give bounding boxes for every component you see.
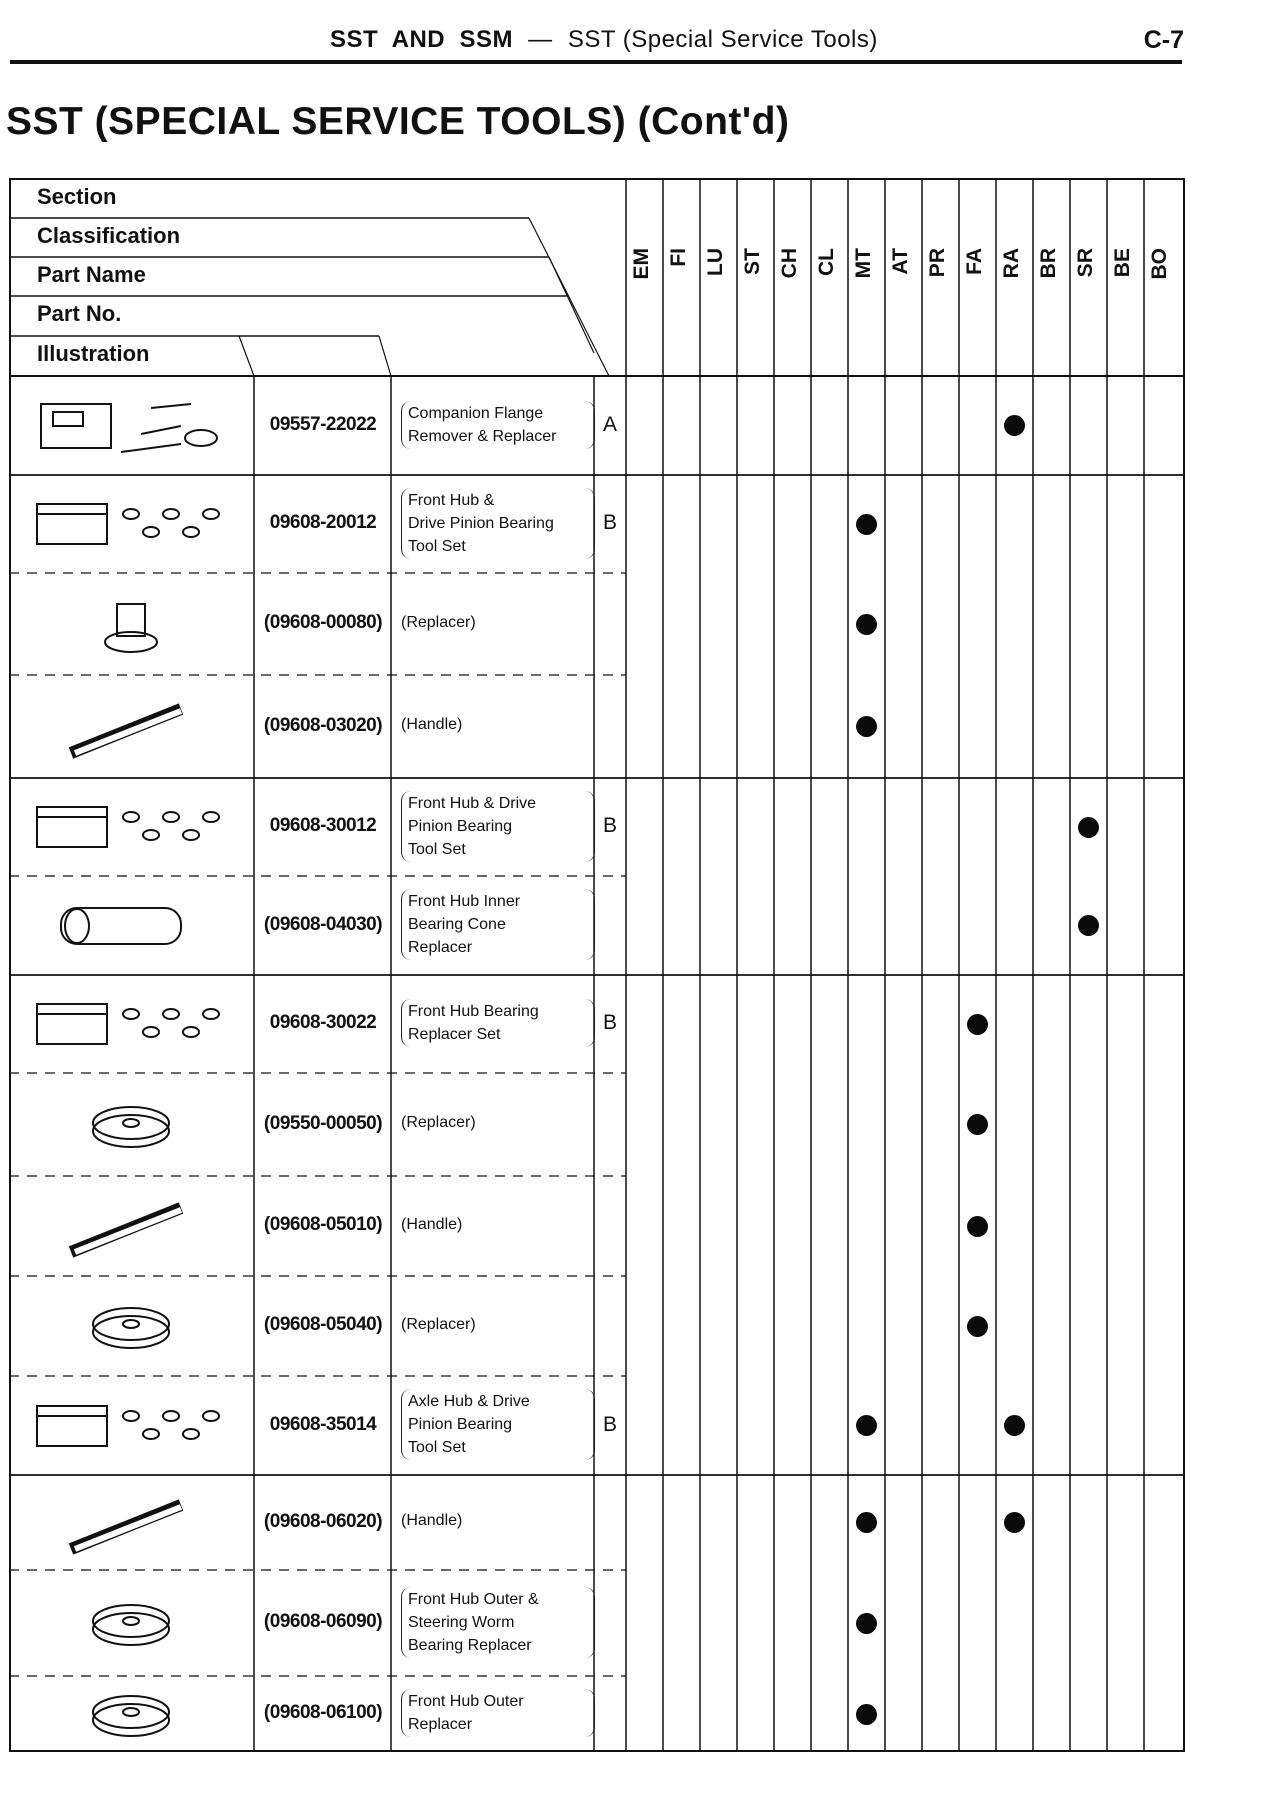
- replacer-icon: [31, 584, 231, 664]
- usage-mark-ra: [1004, 1512, 1025, 1533]
- part-name-line: Bearing Replacer: [408, 1636, 532, 1654]
- usage-mark-fa: [967, 1316, 988, 1337]
- header-right: SST (Special Service Tools): [567, 26, 878, 53]
- part-name: [401, 1587, 595, 1658]
- part-no: 09608-30022: [269, 1012, 377, 1033]
- classification: B: [602, 1011, 617, 1034]
- usage-mark-fa: [967, 1216, 988, 1237]
- usage-mark-sr: [1078, 817, 1099, 838]
- section-fi: FI: [667, 248, 690, 267]
- running-header: [330, 26, 878, 54]
- usage-mark-mt: [856, 1613, 877, 1634]
- legend-diagonal: [529, 218, 609, 376]
- sst-table: [9, 178, 1185, 1752]
- usage-mark-mt: [856, 1704, 877, 1725]
- legend-part-name: Part Name: [37, 262, 146, 287]
- part-name-line: (Handle): [401, 1512, 463, 1529]
- cone-replacer-icon: [31, 886, 231, 966]
- usage-mark-mt: [856, 1415, 877, 1436]
- part-name-line: Front Hub Outer &: [408, 1590, 539, 1608]
- section-be: BE: [1111, 248, 1134, 278]
- part-name-line: Pinion Bearing: [408, 1416, 513, 1433]
- usage-mark-mt: [856, 1512, 877, 1533]
- part-name-line: Front Hub Outer: [408, 1693, 524, 1710]
- classification: B: [602, 1412, 617, 1436]
- legend-classification: Classification: [37, 223, 181, 248]
- classification: B: [602, 511, 617, 534]
- legend-diagonal: [549, 257, 594, 353]
- usage-mark-ra: [1004, 415, 1025, 436]
- handle-icon: [31, 687, 231, 767]
- section-sr: SR: [1074, 248, 1097, 278]
- part-name-line: Tool Set: [408, 1439, 466, 1456]
- disc-replacer-icon: [31, 1583, 231, 1663]
- usage-mark-mt: [856, 614, 877, 635]
- usage-mark-ra: [1004, 1415, 1025, 1436]
- page-title: SST (SPECIAL SERVICE TOOLS) (Cont'd): [6, 100, 790, 143]
- part-name: [401, 401, 595, 449]
- bearing-tool-set-icon: [31, 1386, 231, 1466]
- part-name: [401, 1213, 581, 1236]
- legend-diagonal: [239, 336, 254, 376]
- part-name-line: Tool Set: [408, 537, 466, 555]
- part-name-line: Tool Set: [408, 840, 466, 858]
- disc-replacer-icon: [31, 1674, 231, 1754]
- disc-replacer-icon: [31, 1286, 231, 1366]
- part-no: (09550-00050): [263, 1112, 383, 1134]
- usage-mark-fa: [967, 1114, 988, 1135]
- part-name-line: Axle Hub & Drive: [408, 1393, 530, 1410]
- part-name-line: Front Hub & Drive: [408, 794, 537, 812]
- part-name-line: (Replacer): [401, 613, 476, 631]
- part-name-line: (Replacer): [401, 1114, 476, 1131]
- part-name: [401, 488, 595, 559]
- disc-replacer-icon: [31, 1085, 231, 1165]
- part-name: [401, 1689, 595, 1737]
- handle-icon: [31, 1186, 231, 1266]
- part-no: 09557-22022: [269, 413, 377, 435]
- classification: A: [602, 412, 617, 436]
- section-fa: FA: [963, 248, 986, 275]
- part-no: (09608-04030): [263, 913, 383, 935]
- section-ch: CH: [778, 248, 801, 279]
- part-no: (09608-06090): [263, 1611, 383, 1632]
- part-name-line: Front Hub &: [408, 491, 495, 509]
- part-no: (09608-06020): [263, 1510, 383, 1532]
- legend-part-no: Part No.: [37, 301, 122, 326]
- part-no: (09608-00080): [263, 612, 383, 633]
- part-no: 09608-20012: [269, 512, 377, 533]
- part-name: [401, 611, 581, 634]
- part-name: [401, 1389, 595, 1460]
- bearing-tool-set-icon: [31, 787, 231, 867]
- section-br: BR: [1037, 248, 1060, 279]
- section-mt: MT: [852, 248, 875, 279]
- part-name: [401, 889, 595, 960]
- part-name: [401, 1313, 581, 1336]
- header-dash: —: [528, 26, 553, 53]
- part-name: [401, 1111, 581, 1134]
- part-name-line: (Handle): [401, 716, 463, 733]
- part-no: 09608-35014: [269, 1413, 377, 1435]
- usage-mark-mt: [856, 514, 877, 535]
- section-lu: LU: [704, 248, 727, 276]
- part-no: (09608-06100): [263, 1702, 383, 1723]
- section-st: ST: [741, 248, 764, 275]
- knurled-handle-icon: [31, 1483, 231, 1563]
- part-no: 09608-30012: [269, 815, 377, 836]
- part-name-line: (Replacer): [401, 1315, 476, 1333]
- part-name-line: (Handle): [401, 1215, 463, 1233]
- classification: B: [602, 814, 617, 837]
- part-name-line: Companion Flange: [408, 404, 544, 422]
- section-cl: CL: [815, 248, 838, 276]
- part-name-line: Replacer: [408, 939, 473, 956]
- part-name: [401, 713, 581, 736]
- usage-mark-fa: [967, 1014, 988, 1035]
- part-name-line: Replacer: [408, 1716, 473, 1733]
- section-em: EM: [630, 248, 653, 280]
- section-bo: BO: [1148, 248, 1171, 280]
- part-no: (09608-05010): [263, 1214, 383, 1235]
- part-no: (09608-05040): [263, 1314, 383, 1335]
- part-name-line: Steering Worm: [408, 1613, 515, 1631]
- part-name-line: Remover & Replacer: [408, 427, 557, 445]
- legend-illustration: Illustration: [37, 341, 150, 366]
- header-rule: [10, 60, 1182, 64]
- legend-diagonal: [379, 336, 391, 376]
- section-pr: PR: [926, 248, 949, 278]
- part-name-line: Front Hub Bearing: [408, 1003, 539, 1020]
- part-name-line: Bearing Cone: [408, 916, 506, 933]
- usage-mark-mt: [856, 716, 877, 737]
- legend-section: Section: [37, 184, 117, 209]
- part-name: [401, 999, 595, 1047]
- bearing-replacer-set-icon: [31, 984, 231, 1064]
- bearing-tool-set-icon: [31, 484, 231, 564]
- part-name-line: Pinion Bearing: [408, 817, 513, 835]
- part-name: [401, 791, 595, 862]
- companion-flange-set-icon: [31, 386, 231, 466]
- header-left: SST AND SSM: [330, 26, 513, 53]
- part-name: [401, 1509, 581, 1532]
- part-no: (09608-03020): [263, 714, 383, 736]
- part-name-line: Front Hub Inner: [408, 893, 521, 910]
- part-name-line: Drive Pinion Bearing: [408, 514, 554, 532]
- section-ra: RA: [1000, 248, 1023, 279]
- page-number: C-7: [1143, 26, 1184, 54]
- section-at: AT: [889, 248, 912, 275]
- part-name-line: Replacer Set: [408, 1026, 501, 1043]
- usage-mark-sr: [1078, 915, 1099, 936]
